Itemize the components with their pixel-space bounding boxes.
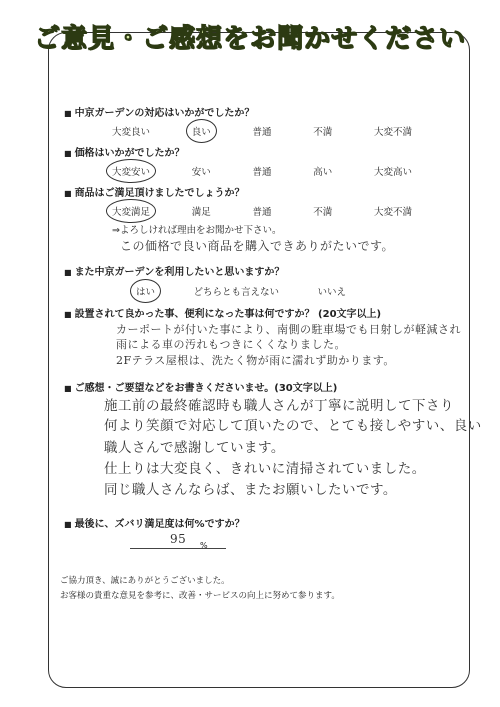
option-dissatisfied[interactable]: 不満 (313, 207, 333, 218)
option-very-satisfied-selected[interactable]: 大変満足 (112, 204, 150, 218)
survey-title: ご意見・ご感想をお聞かせください (33, 24, 466, 54)
comments-answer-line: 同じ職人さんならば、またお願いしたいです。 (104, 482, 397, 498)
option-expensive[interactable]: 高い (313, 167, 333, 178)
option-good-selected[interactable]: 良い (192, 124, 211, 138)
question-product-satisfaction: ■ 商品はご満足頂けましたでしょうか？ (64, 184, 245, 199)
comments-answer-line: 仕上りは大変良く、きれいに清掃されていました。 (104, 461, 426, 477)
option-no[interactable]: いいえ (317, 287, 346, 298)
option-yes-selected[interactable]: はい (136, 284, 155, 298)
reason-answer: この価格で良い商品を購入できありがたいです。 (120, 239, 395, 253)
question-staff-response: ■ 中京ガーデンの対応はいかがでしたか？ (64, 104, 254, 119)
option-normal[interactable]: 普通 (252, 127, 272, 138)
benefits-answer-line: 2Fテラス屋根は、洗たく物が雨に濡れず助かります。 (116, 354, 395, 367)
option-very-dissatisfied[interactable]: 大変不満 (373, 207, 412, 218)
option-satisfied[interactable]: 満足 (191, 207, 211, 218)
footer-thanks: ご協力頂き、誠にありがとうございました。 (60, 576, 230, 586)
option-normal[interactable]: 普通 (252, 207, 272, 218)
option-dissatisfied[interactable]: 不満 (313, 127, 333, 138)
question-satisfaction-percent: ■ 最後に、ズバリ満足度は何%ですか？ (64, 515, 245, 530)
satisfaction-value: 95 (170, 532, 187, 546)
option-very-cheap-selected[interactable]: 大変安い (112, 164, 150, 178)
question-reuse: ■ また中京ガーデンを利用したいと思いますか？ (64, 263, 284, 278)
satisfaction-underline (130, 548, 226, 549)
benefits-answer-line: カーポートが付いた事により、南側の駐車場でも日射しが軽減され (116, 323, 461, 336)
option-very-good[interactable]: 大変良い (112, 127, 151, 138)
options-staff-response (112, 124, 412, 138)
options-reuse (136, 284, 346, 298)
reason-prompt: ⇒よろしければ理由をお聞かせ下さい。 (112, 225, 282, 236)
question-price: ■ 価格はいかがでしたか？ (64, 144, 185, 159)
comments-answer-line: 施工前の最終確認時も職人さんが丁寧に説明して下さり (104, 398, 454, 414)
option-very-expensive[interactable]: 大変高い (373, 167, 412, 178)
option-very-dissatisfied[interactable]: 大変不満 (373, 127, 412, 138)
options-product-satisfaction (112, 204, 412, 218)
comments-answer-line: 何より笑顔で対応して頂いたので、とても接しやすい、良い (104, 418, 482, 434)
comments-answer-line: 職人さんで感謝しています。 (104, 440, 285, 456)
question-benefits: ■ 設置されて良かった事、便利になった事は何ですか？ (20文字以上) (64, 305, 381, 320)
benefits-answer-line: 雨による車の汚れもつきにくくなりました。 (116, 338, 346, 351)
percent-unit: % (200, 541, 208, 550)
option-normal[interactable]: 普通 (252, 167, 272, 178)
options-price (112, 164, 412, 178)
question-comments: ■ ご感想・ご要望などをお書きくださいませ。(30文字以上) (64, 379, 337, 394)
option-neither[interactable]: どちらとも言えない (193, 287, 279, 298)
option-cheap[interactable]: 安い (191, 167, 211, 178)
footer-improvement-note: お客様の貴重な意見を参考に、改善・サービスの向上に努めて参ります。 (60, 591, 340, 601)
